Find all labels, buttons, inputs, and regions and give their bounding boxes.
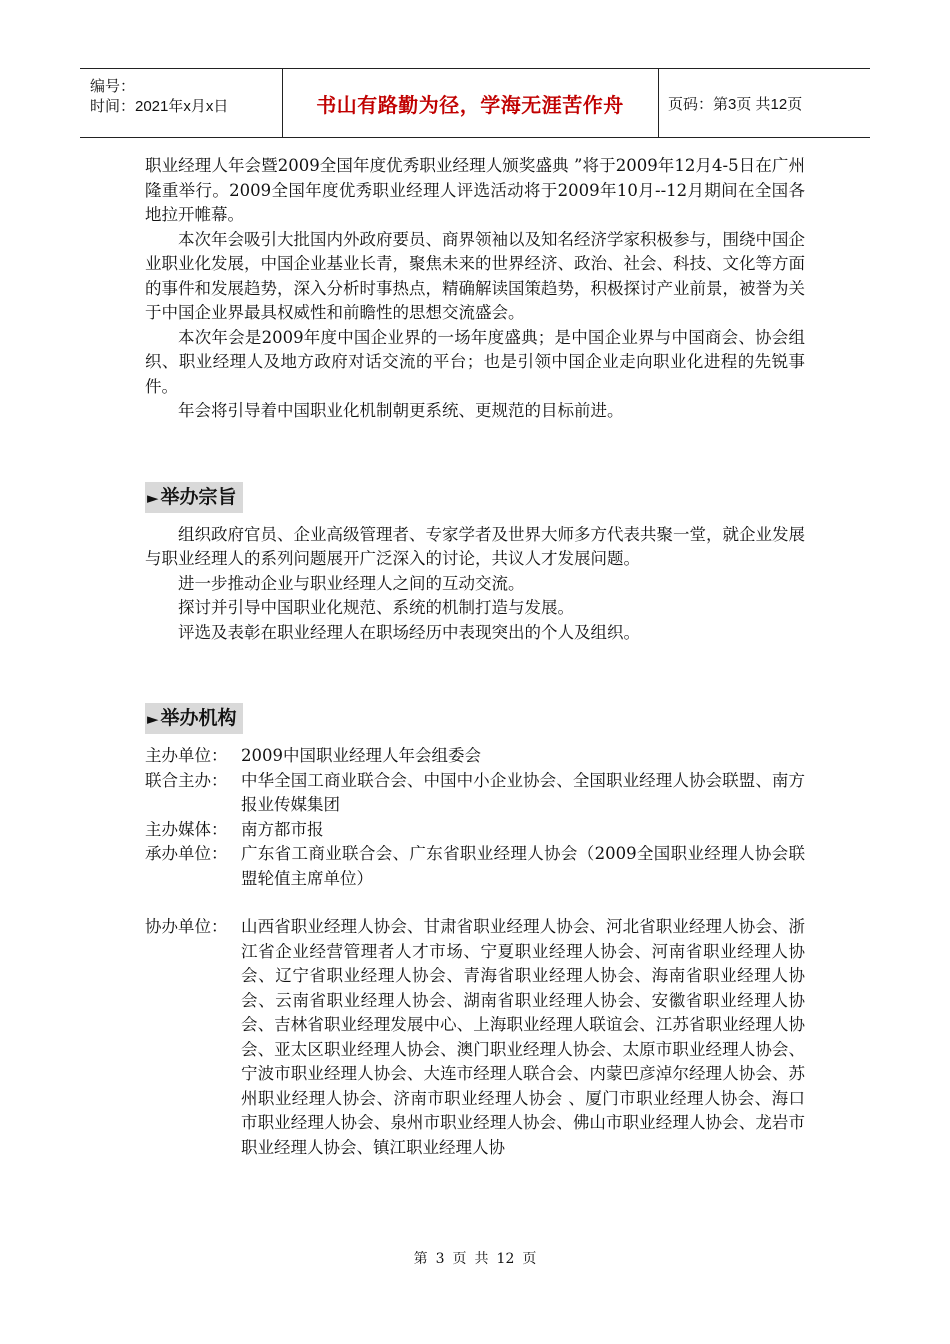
- intro-paragraph: 职业经理人年会暨2009全国年度优秀职业经理人颁奖盛典 ”将于2009年12月4-5日在广州隆重举行。2009全国年度优秀职业经理人评选活动将于2009年10月--12月期间在全国各地拉开帷幕。: [145, 156, 805, 224]
- organizer-row: [145, 818, 805, 843]
- document-number-label: 编号：: [90, 78, 136, 95]
- purpose-paragraph: 探讨并引导中国职业化规范、系统的机制打造与发展。: [178, 598, 574, 617]
- organizer-label: 主办媒体：: [145, 819, 228, 839]
- triangle-bullet-icon: ►: [147, 488, 159, 507]
- organizer-label: 主办单位：: [145, 746, 228, 765]
- section-title: 举办机构: [160, 707, 237, 729]
- organizer-label: 协办单位：: [145, 917, 228, 936]
- page-header: [80, 68, 870, 138]
- organizer-row: [145, 915, 805, 1160]
- footer-di: 第: [413, 1251, 428, 1267]
- header-slogan-cell: [282, 69, 659, 137]
- organizer-label: 承办单位：: [145, 844, 228, 863]
- purpose-paragraph: 组织政府官员、企业高级管理者、专家学者及世界大师多方代表共聚一堂，就企业发展与职业经理人的系列问题展开广泛深入的讨论，共议人才发展问题。: [145, 524, 805, 568]
- triangle-bullet-icon: ►: [147, 710, 159, 728]
- section-title: 举办宗旨: [160, 485, 237, 508]
- section-heading-organizers: [145, 703, 243, 734]
- section-heading-purpose: [145, 482, 243, 513]
- page-footer: [0, 1248, 950, 1268]
- header-page-cell: [658, 69, 870, 137]
- organizer-text: 广东省工商业联合会、广东省职业经理人协会（2009全国职业经理人协会联盟轮值主席单位）: [241, 844, 805, 888]
- document-time-label: 时间：2021年x月x日: [90, 98, 229, 115]
- organizer-text: 南方都市报: [241, 819, 324, 839]
- footer-total: 12: [496, 1251, 515, 1267]
- purpose-paragraph: 进一步推动企业与职业经理人之间的互动交流。: [178, 573, 525, 593]
- intro-paragraph: 本次年会是2009年度中国企业界的一场年度盛典；是中国企业界与中国商会、协会组织、职业经理人及地方政府对话交流的平台；也是引领中国企业走向职业化进程的先锐事件。: [145, 327, 805, 396]
- intro-paragraph: 年会将引导着中国职业化机制朝更系统、更规范的目标前进。: [178, 401, 624, 420]
- header-page-number: 页码：第3页 共12页: [668, 95, 803, 113]
- header-slogan: 书山有路勤为径，学海无涯苦作舟: [316, 92, 624, 117]
- organizer-text: 中华全国工商业联合会、中国中小企业协会、全国职业经理人协会联盟、南方报业传媒集团: [241, 770, 805, 814]
- organizer-label: 联合主办：: [145, 770, 228, 790]
- footer-ye: 页: [522, 1251, 537, 1267]
- purpose-paragraph: 评选及表彰在职业经理人在职场经历中表现突出的个人及组织。: [178, 622, 640, 642]
- organizer-row: [145, 842, 805, 891]
- organizer-text: 山西省职业经理人协会、甘肃省职业经理人协会、河北省职业经理人协会、浙江省企业经营管理者人才市场、宁夏职业经理人协会、河南省职业经理人协会、辽宁省职业经理人协会、青海省职业经理人协会、海南省职业经理人协会、云南省职业经理人协会、湖南省职业经理人协会、安徽省职业经理人协会、吉林省职业经理发展中心、上海职业经理人联谊会、江苏省职业经理人协会、亚太区职业经理人协会、澳门职业经理人协会、太原市职业经理人协会、宁波市职业经理人协会、大连市经理人联合会、内蒙巴彦淖尔经理人协会、苏州职业经理人协会、济南市职业经理人协会 、厦门市职业经理人协会、海口市职业经理人协会、泉州市职业经理人协会、佛山市职业经理人协会、龙岩市职业经理人协会、镇江职业经理人协: [241, 917, 805, 1157]
- document-body: [145, 154, 805, 1160]
- intro-paragraph: 本次年会吸引大批国内外政府要员、商界领袖以及知名经济学家积极参与，围绕中国企业职业化发展，中国企业基业长青，聚焦未来的世界经济、政治、社会、科技、文化等方面的事件和发展趋势，深入分析时事热点，精确解读国策趋势，积极探讨产业前景，被誉为关于中国企业界最具权威性和前瞻性的思想交流盛会。: [145, 229, 805, 322]
- footer-page: 3: [435, 1251, 445, 1267]
- header-meta-cell: [80, 69, 283, 137]
- organizer-row: [145, 769, 805, 818]
- organizer-text: 2009中国职业经理人年会组委会: [241, 746, 481, 765]
- organizer-row: [145, 744, 805, 769]
- footer-gong: 共: [474, 1251, 489, 1267]
- footer-ye: 页: [452, 1251, 467, 1267]
